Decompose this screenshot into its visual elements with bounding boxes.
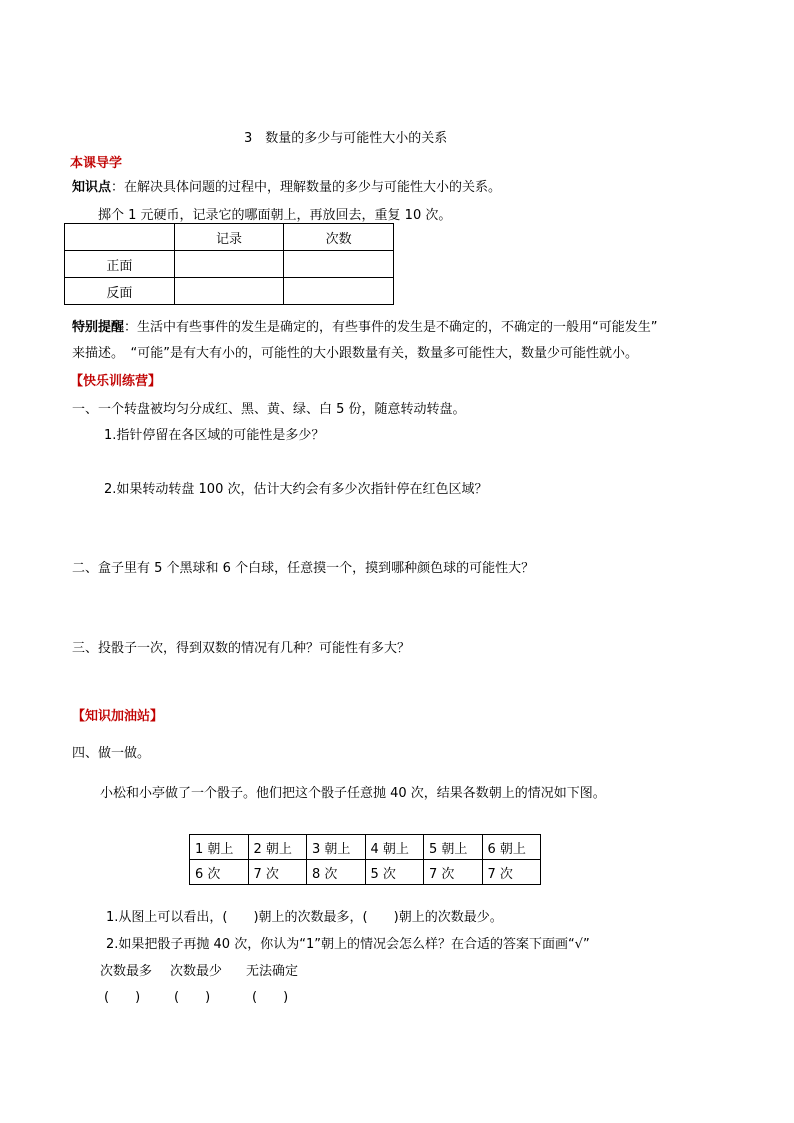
extra-heading: 【知识加油站】	[72, 709, 164, 724]
question-4-intro: 小松和小亭做了一个骰子。他们把这个骰子任意抛 40 次，结果各数朝上的情况如下图。	[100, 786, 606, 801]
dice-count: 7 次	[482, 860, 541, 885]
record-header-record: 记录	[174, 224, 284, 251]
question-1-sub-1: 1.指针停留在各区域的可能性是多少？	[104, 428, 325, 443]
knowledge-text: ：在解决具体问题的过程中，理解数量的多少与可能性大小的关系。	[111, 180, 502, 195]
question-1-sub-2: 2.如果转动转盘 100 次，估计大约会有多少次指针停在红色区域？	[104, 482, 488, 497]
record-cell[interactable]	[174, 251, 284, 278]
record-cell[interactable]	[284, 251, 394, 278]
record-header-count: 次数	[284, 224, 394, 251]
dice-face: 2 朝上	[248, 835, 307, 860]
dice-table	[189, 834, 541, 885]
dice-count: 6 次	[190, 860, 249, 885]
question-2: 二、盒子里有 5 个黑球和 6 个白球，任意摸一个，摸到哪种颜色球的可能性大？	[72, 561, 535, 576]
question-1: 一、一个转盘被均匀分成红、黑、黄、绿、白 5 份，随意转动转盘。	[72, 402, 466, 417]
tip-label: 特别提醒	[72, 320, 125, 335]
question-4: 四、做一做。	[72, 746, 151, 761]
answer-blank-uncertain[interactable]: ( )	[252, 990, 289, 1005]
dice-count: 7 次	[424, 860, 483, 885]
knowledge-point	[72, 176, 501, 195]
option-most: 次数最多	[100, 964, 153, 979]
dice-face: 3 朝上	[307, 835, 366, 860]
dice-face: 6 朝上	[482, 835, 541, 860]
guide-heading: 本课导学	[70, 156, 123, 171]
knowledge-label: 知识点	[72, 180, 112, 195]
dice-count: 8 次	[307, 860, 366, 885]
tip-text-1: ：生活中有些事件的发生是确定的，有些事件的发生是不确定的，不确定的一般用“可能发生”	[124, 320, 658, 335]
record-row-tails: 反面	[65, 278, 175, 305]
question-3: 三、投骰子一次，得到双数的情况有几种？可能性有多大？	[72, 641, 411, 656]
option-uncertain: 无法确定	[246, 964, 299, 979]
record-cell[interactable]	[284, 278, 394, 305]
option-least: 次数最少	[170, 964, 223, 979]
tip-line-2: 来描述。 “可能”是有大有小的，可能性的大小跟数量有关，数量多可能性大，数量少可能性就小。	[72, 346, 638, 361]
practice-heading: 【快乐训练营】	[70, 374, 162, 389]
dice-count: 7 次	[248, 860, 307, 885]
record-header-empty	[65, 224, 175, 251]
coin-instruction: 掷个 1 元硬币，记录它的哪面朝上，再放回去，重复 10 次。	[98, 208, 452, 223]
dice-face: 1 朝上	[190, 835, 249, 860]
answer-blank-least[interactable]: ( )	[174, 990, 211, 1005]
tip-line-1	[72, 316, 658, 335]
dice-face: 4 朝上	[365, 835, 424, 860]
answer-blank-most[interactable]: ( )	[104, 990, 141, 1005]
record-table	[64, 223, 394, 305]
record-cell[interactable]	[174, 278, 284, 305]
question-4-sub-2: 2.如果把骰子再抛 40 次，你认为“1”朝上的情况会怎么样？在合适的答案下面画“√”	[106, 937, 590, 952]
record-row-heads: 正面	[65, 251, 175, 278]
dice-face: 5 朝上	[424, 835, 483, 860]
question-4-sub-1: 1.从图上可以看出，( )朝上的次数最多，( )朝上的次数最少。	[106, 910, 503, 925]
dice-count: 5 次	[365, 860, 424, 885]
page-title: 3 数量的多少与可能性大小的关系	[244, 131, 448, 146]
